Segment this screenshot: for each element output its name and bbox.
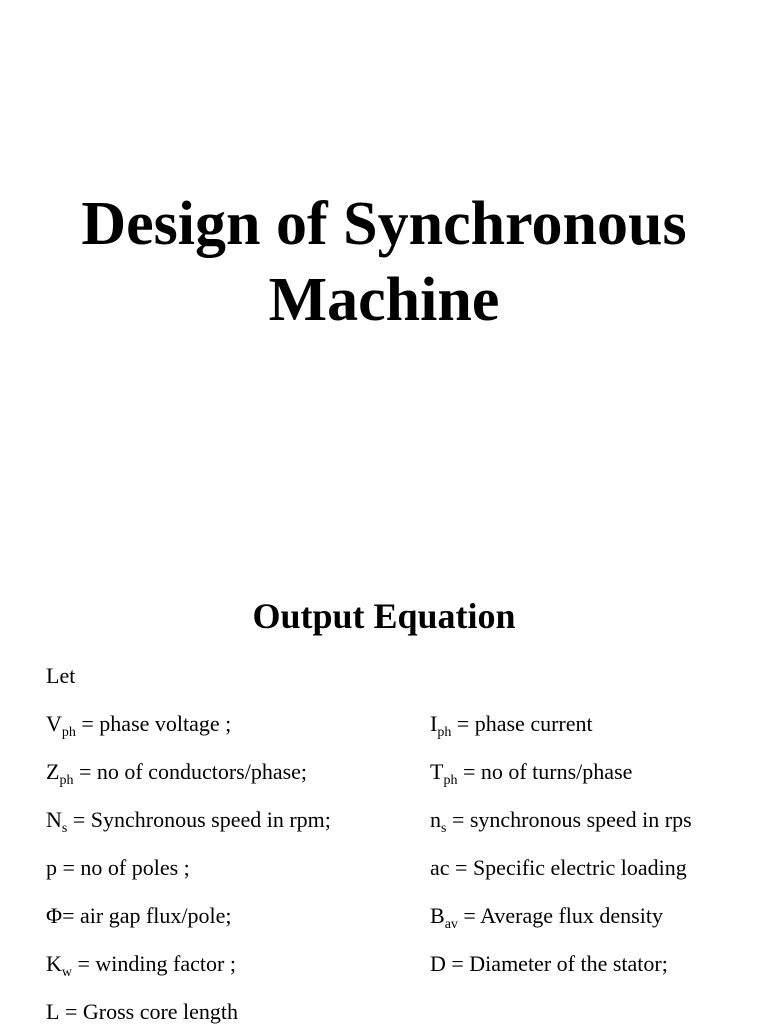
title-line-1: Design of Synchronous [81,190,687,258]
definition-kw: $K_w$ = winding factor ; [46,951,236,980]
definition-ns-rps: $n_s$ = synchronous speed in rps [430,807,692,836]
definition-ns-rpm: $N_s$ = Synchronous speed in rpm; [46,807,331,836]
definition-ac: ac = Specific electric loading [430,855,687,880]
definition-vph: $V_{ph}$ = phase voltage ; [46,711,232,740]
definition-length: L = Gross core length [46,999,239,1024]
definition-poles: p = no of poles ; [46,855,190,880]
definition-flux: Φ= air gap flux/pole; [46,903,232,928]
definition-iph: $I_{ph}$ = phase current [430,711,593,740]
intro-text: Let [46,663,76,688]
page-title [0,186,768,338]
definition-diameter: D = Diameter of the stator; [430,951,668,976]
definition-tph: $T_{ph}$ = no of turns/phase [430,759,633,788]
definition-zph: $Z_{ph}$ = no of conductors/phase; [46,759,308,788]
section-heading: Output Equation [252,596,516,636]
title-line-2: Machine [268,266,500,334]
definition-bav: $B_{av}$ = Average flux density [430,903,663,932]
